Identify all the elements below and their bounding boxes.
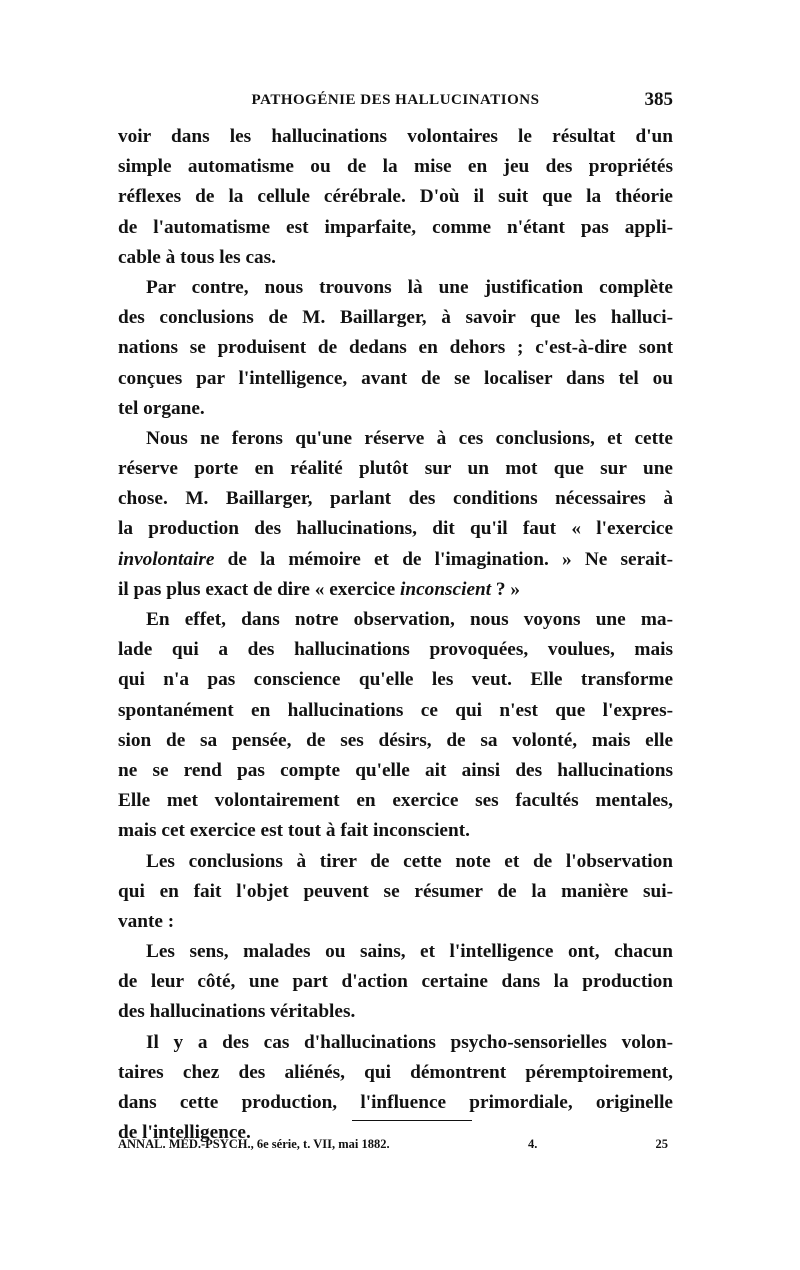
text-line: la production des hallucinations, dit qu'il faut « l'exercice xyxy=(118,518,673,540)
sheet-number: 25 xyxy=(655,1137,668,1151)
text-line: vante : xyxy=(118,910,175,932)
signature-mark: 4. xyxy=(528,1137,538,1151)
page-number: 385 xyxy=(644,89,673,110)
text-line: qui en fait l'objet peuvent se résumer de la manière sui- xyxy=(118,880,673,902)
italic-word: inconscient xyxy=(400,578,492,600)
paragraph-start-line: Il y a des cas d'hallucinations psycho-sensorielles volon- xyxy=(146,1031,673,1053)
text-line: de l'automatisme est imparfaite, comme n'étant pas appli- xyxy=(118,216,673,238)
text-line: réflexes de la cellule cérébrale. D'où il suit que la théorie xyxy=(118,186,673,208)
text-segment: ? » xyxy=(491,578,521,600)
text-line: Elle met volontairement en exercice ses facultés mentales, xyxy=(118,790,673,812)
italic-word: involontaire xyxy=(118,548,215,570)
footnote-rule xyxy=(352,1120,472,1121)
journal-reference: ANNAL. MÉD.-PSYCH., 6e série, t. VII, mai 1882. xyxy=(118,1137,390,1151)
text-segment: il pas plus exact de dire « exercice xyxy=(118,578,401,600)
text-line: spontanément en hallucinations ce qui n'est que l'expres- xyxy=(118,699,673,721)
text-line: lade qui a des hallucinations provoquées, voulues, mais xyxy=(118,639,673,661)
running-title: PATHOGÉNIE DES HALLUCINATIONS xyxy=(251,92,540,108)
paragraph-start-line: Les conclusions à tirer de cette note et de l'observation xyxy=(146,850,673,872)
text-line: voir dans les hallucinations volontaires le résultat d'un xyxy=(118,126,673,147)
text-line: de leur côté, une part d'action certaine dans la production xyxy=(118,971,673,993)
text-line-with-italic xyxy=(118,575,673,605)
paragraph-start-line: En effet, dans notre observation, nous voyons une ma- xyxy=(146,609,673,630)
paragraph-start-line: Nous ne ferons qu'une réserve à ces conclusions, et cette xyxy=(146,427,673,449)
text-line: de l'intelligence. xyxy=(118,1122,251,1144)
text-line: qui n'a pas conscience qu'elle les veut. Elle transforme xyxy=(118,669,673,691)
text-line: sion de sa pensée, de ses désirs, de sa volonté, mais elle xyxy=(118,729,673,751)
body-text xyxy=(118,122,673,1148)
signature-footer xyxy=(118,1137,673,1161)
text-line-with-italic xyxy=(118,545,673,575)
text-line: cable à tous les cas. xyxy=(118,246,276,268)
text-line: chose. M. Baillarger, parlant des conditions nécessaires à xyxy=(118,488,673,510)
text-line: réserve porte en réalité plutôt sur un mot que sur une xyxy=(118,458,673,480)
text-line: tel organe. xyxy=(118,397,205,419)
text-line: des hallucinations véritables. xyxy=(118,1001,356,1023)
text-line: dans cette production, l'influence primordiale, originelle xyxy=(118,1092,673,1113)
text-line: ne se rend pas compte qu'elle ait ainsi des hallucinations xyxy=(118,759,673,781)
paragraph-start-line: Par contre, nous trouvons là une justification complète xyxy=(146,276,673,298)
text-line: simple automatisme ou de la mise en jeu des propriétés xyxy=(118,156,673,178)
paragraph-start-line: Les sens, malades ou sains, et l'intelligence ont, chacun xyxy=(146,941,673,963)
text-line: conçues par l'intelligence, avant de se localiser dans tel ou xyxy=(118,367,673,389)
text-line: nations se produisent de dedans en dehors ; c'est-à-dire sont xyxy=(118,337,673,359)
text-segment: de la mémoire et de l'imagination. » Ne serait- xyxy=(227,548,673,570)
text-line: mais cet exercice est tout à fait inconscient. xyxy=(118,820,470,842)
text-line: taires chez des aliénés, qui démontrent péremptoirement, xyxy=(118,1061,673,1083)
text-line: des conclusions de M. Baillarger, à savoir que les halluci- xyxy=(118,307,673,329)
running-head xyxy=(118,89,673,116)
